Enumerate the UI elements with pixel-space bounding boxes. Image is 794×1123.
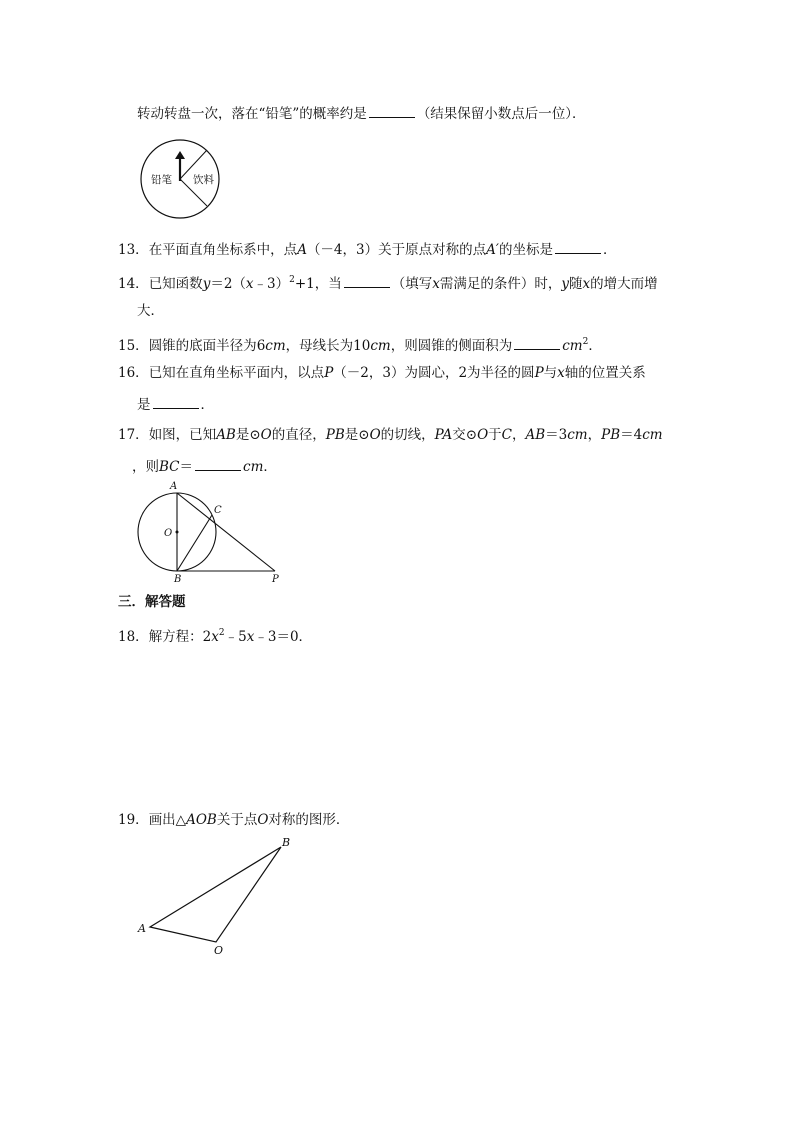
center-dot xyxy=(176,531,179,534)
label-b: B xyxy=(174,574,182,585)
section-title: 三．解答题 xyxy=(118,594,186,610)
triangle-aob xyxy=(150,847,281,942)
spinner-figure xyxy=(140,139,222,221)
label-b: B xyxy=(282,836,291,849)
answer-blank xyxy=(153,395,199,409)
question-14-line2: 大． xyxy=(137,303,164,319)
question-16: 16．已知在直角坐标平面内，以点P（－2，3）为圆心，2为半径的圆P与x轴的位置关系 xyxy=(118,365,646,381)
triangle-aob-figure xyxy=(132,834,302,959)
segment-bc xyxy=(177,515,212,571)
answer-blank xyxy=(514,336,560,350)
q12-line: 转动转盘一次，落在“铅笔”的概率约是 （结果保留小数点后一位）． xyxy=(137,106,586,122)
question-17-line2: ，则BC＝ cm． xyxy=(132,459,277,475)
label-pencil: 铅笔 xyxy=(151,174,172,186)
question-18: 18．解方程：$2x^2﹣5x﹣3=0$． xyxy=(118,628,313,645)
secant-pa xyxy=(177,493,275,571)
answer-blank xyxy=(344,274,390,288)
label-o: O xyxy=(164,528,173,539)
label-a: A xyxy=(170,481,178,492)
question-16-line2: 是 ． xyxy=(137,397,214,413)
answer-blank xyxy=(195,457,241,471)
label-p: P xyxy=(272,574,279,585)
answer-blank xyxy=(555,240,601,254)
question-15: 15．圆锥的底面半径为6cm，母线长为10cm，则圆锥的侧面积为 $cm^2$． xyxy=(118,337,602,354)
question-13: 13．在平面直角坐标系中，点A（－4，3）关于原点对称的点A′的坐标是 ． xyxy=(118,242,617,258)
answer-blank xyxy=(369,104,415,118)
label-o: O xyxy=(214,944,224,957)
label-a: A xyxy=(138,922,146,935)
label-c: C xyxy=(214,505,222,516)
arrow-head-icon xyxy=(175,151,185,159)
question-17: 17．如图，已知AB是⊙O的直径，PB是⊙O的切线，PA交⊙O于C，AB＝3cm，PB＝4cm xyxy=(118,427,663,443)
label-drink: 饮料 xyxy=(193,174,214,186)
circle-tangent-figure xyxy=(130,478,290,586)
question-14: 14．已知函数y＝2（x﹣3）$^2$+1，当 （填写x需满足的条件）时，y随x的增大而增 xyxy=(118,275,658,292)
question-19: 19．画出△AOB关于点O对称的图形． xyxy=(118,812,350,828)
